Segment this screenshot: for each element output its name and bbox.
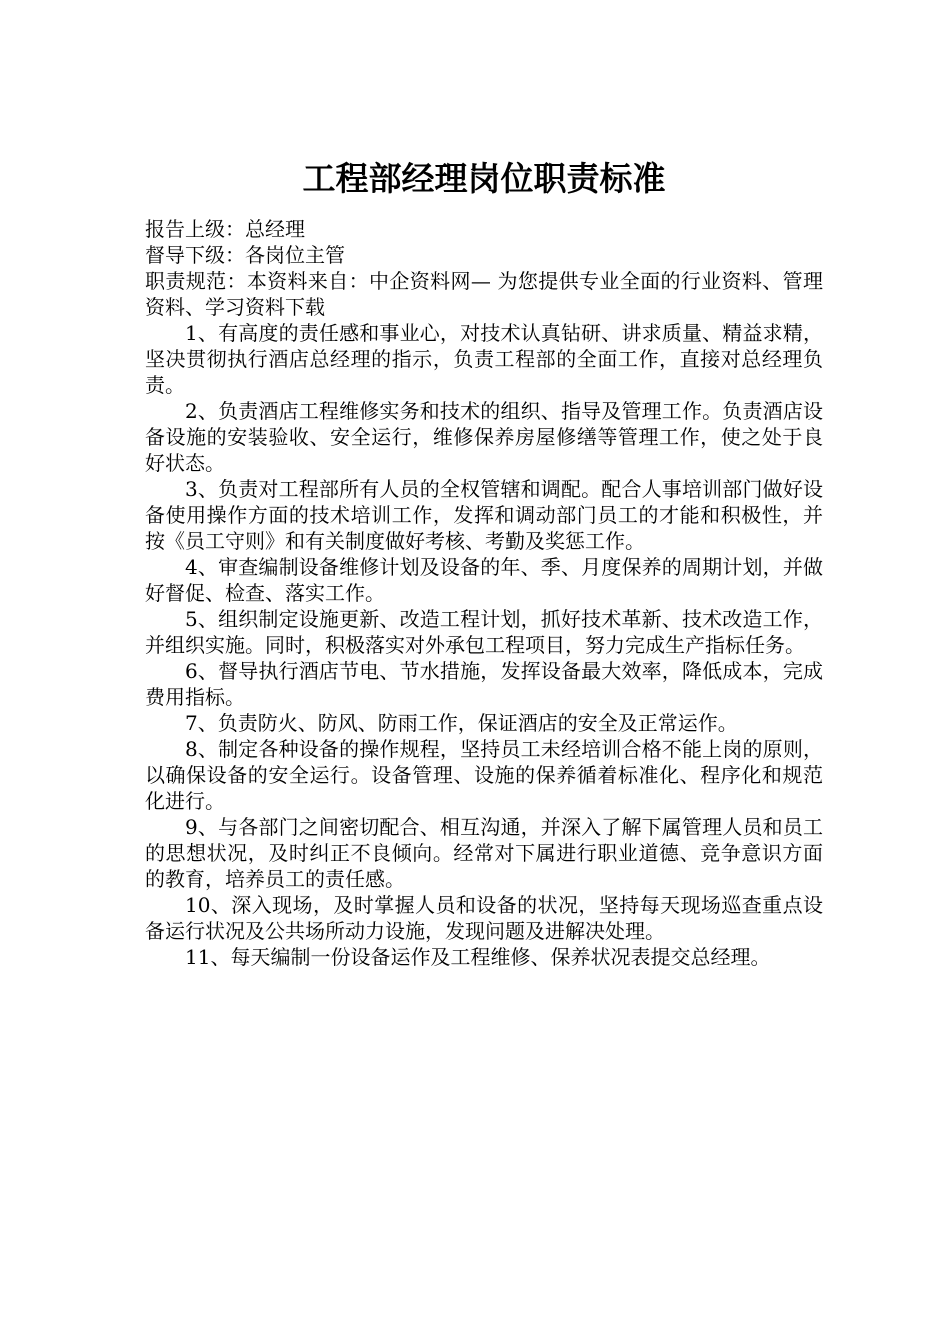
duty-item-7: 7、负责防火、防风、防雨工作，保证酒店的安全及正常运作。 bbox=[185, 711, 738, 735]
duty-item-8: 8、制定各种设备的操作规程，坚持员工未经培训合格不能上岗的原则，以确保设备的安全运行。设备管理、设施的保养循着标准化、程序化和规范化进行。 bbox=[145, 737, 823, 813]
responsibility-spec-line: 职责规范：本资料来自：中企资料网— 为您提供专业全面的行业资料、管理资料、学习资料下载 bbox=[145, 269, 823, 319]
duty-item-2: 2、负责酒店工程维修实务和技术的组织、指导及管理工作。负责酒店设备设施的安装验收、安全运行，维修保养房屋修缮等管理工作，使之处于良好状态。 bbox=[145, 399, 823, 475]
duty-item-3: 3、负责对工程部所有人员的全权管辖和调配。配合人事培训部门做好设备使用操作方面的技术培训工作，发挥和调动部门员工的才能和积极性，并按《员工守则》和有关制度做好考核、考勤及奖惩工作。 bbox=[145, 477, 823, 553]
duty-item-11: 11、每天编制一份设备运作及工程维修、保养状况表提交总经理。 bbox=[185, 945, 771, 969]
document-page bbox=[145, 157, 823, 970]
duty-item-4: 4、审查编制设备维修计划及设备的年、季、月度保养的周期计划，并做好督促、检查、落实工作。 bbox=[145, 555, 823, 605]
duty-item-9: 9、与各部门之间密切配合、相互沟通，并深入了解下属管理人员和员工的思想状况，及时纠正不良倾向。经常对下属进行职业道德、竞争意识方面的教育，培养员工的责任感。 bbox=[145, 815, 823, 891]
duty-list bbox=[145, 320, 823, 970]
supervises-line: 督导下级：各岗位主管 bbox=[145, 243, 345, 267]
document-title: 工程部经理岗位职责标准 bbox=[302, 159, 666, 198]
document-meta bbox=[145, 216, 823, 320]
duty-item-1: 1、有高度的责任感和事业心，对技术认真钻研、讲求质量、精益求精，坚决贯彻执行酒店总经理的指示，负责工程部的全面工作，直接对总经理负责。 bbox=[145, 321, 823, 397]
duty-item-6: 6、督导执行酒店节电、节水措施，发挥设备最大效率，降低成本，完成费用指标。 bbox=[145, 659, 823, 709]
duty-item-10: 10、深入现场，及时掌握人员和设备的状况，坚持每天现场巡查重点设备运行状况及公共场所动力设施，发现问题及进解决处理。 bbox=[145, 893, 823, 943]
duty-item-5: 5、组织制定设施更新、改造工程计划，抓好技术革新、技术改造工作，并组织实施。同时，积极落实对外承包工程项目，努力完成生产指标任务。 bbox=[145, 607, 823, 657]
report-to-line: 报告上级：总经理 bbox=[145, 217, 305, 241]
